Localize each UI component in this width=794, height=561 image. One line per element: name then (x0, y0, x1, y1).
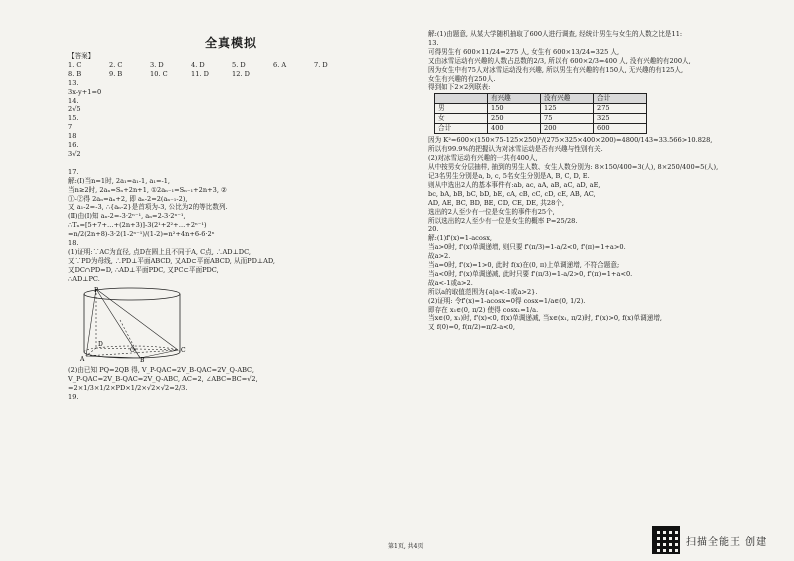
choice-answers-row-1 (68, 61, 386, 70)
q18-line: (1)证明:∵AC为直径, 点D在圆上且不同于A, C点, ∴AD⊥DC, (68, 247, 251, 256)
q19b-line: bc, bA, bB, bC, bD, bE, cA, cB, cC, cD, cE, AB, AC, (428, 189, 596, 198)
q19-line: 可得男生有 600×11/24=275 人, 女生有 600×13/24=325 人, (428, 47, 620, 56)
q20-line: 又 f(0)=0, f(π/2)=π/2-a<0, (428, 323, 515, 332)
table-cell (435, 94, 488, 104)
table-cell: 合计 (435, 124, 488, 134)
table-cell: 没有兴趣 (541, 94, 594, 104)
choice-answer: 4. D (191, 60, 205, 69)
q18-line: 又∵PD为母线, ∴PD⊥平面ABCD, 又AD⊂平面ABCD, 从而PD⊥AD, (68, 256, 276, 265)
choice-answer: 10. C (150, 69, 168, 78)
q17-line: =n/2(2n+8)-3·2(1-2ⁿ⁻¹)/(1-2)=n²+4n+6-6·2ⁿ (68, 230, 215, 239)
text-line: 3x-y+1=0 (68, 87, 102, 96)
q20-line: 所以a的取值范围为{a|a<-1或a>2}. (428, 287, 538, 296)
page-title: 全真模拟 (205, 36, 258, 50)
table-row (435, 124, 647, 134)
table-cell: 女 (435, 114, 488, 124)
choice-answer: 5. D (232, 60, 246, 69)
text-line: 3√2 (68, 149, 81, 158)
scanner-watermark (652, 526, 767, 554)
answer-header: 【答案】 (68, 52, 95, 60)
text-line (68, 159, 386, 168)
choice-answer: 6. A (273, 60, 287, 69)
q19-line: 13. (428, 38, 439, 47)
table-cell: 合计 (594, 94, 647, 104)
q17-line: 解:(Ⅰ)当n=1时, 2a₁=a₁-1, a₁=-1, (68, 176, 171, 185)
choice-answer: 11. D (191, 69, 209, 78)
table-cell: 275 (594, 104, 647, 114)
text-line: 15. (68, 114, 79, 123)
choice-answer: 8. B (68, 69, 82, 78)
cylinder-figure (74, 286, 204, 362)
contingency-table (434, 93, 647, 134)
text-line: 14. (68, 96, 79, 105)
q19b-line: 因为 K²=600×(150×75-125×250)²/(275×325×400×200)=4800/143≈33.566>10.828, (428, 136, 713, 145)
table-cell: 600 (594, 124, 647, 134)
figure-label-b: B (140, 356, 145, 362)
q20-line: 当a<0时, f'(x)单调递减, 此时只要 f'(π/3)=1-a/2>0, f'(π)=1+a<0. (428, 269, 633, 278)
scanner-text: 扫描全能王 创建 (686, 536, 768, 548)
choice-answer: 2. C (109, 60, 123, 69)
q17-line: ∴Tₙ=[5+7+…+(2n+3)]-3(2¹+2²+…+2ⁿ⁻¹) (68, 221, 207, 230)
q20-line: 故a<-1或a>2. (428, 278, 473, 287)
q19b-line: 所以选出的2人至少有一位是女生的概率 P=25/28. (428, 216, 578, 225)
table-cell: 150 (488, 104, 541, 114)
q19b-line: (2)对冰雪运动有兴趣的一共有400人, (428, 154, 538, 163)
table-cell: 125 (541, 104, 594, 114)
q18-line: 又DC∩PD=D, ∴AD⊥平面PDC, 又PC⊂平面PDC, (68, 265, 219, 274)
q19-line: 女生有兴趣的有250人. (428, 74, 496, 83)
table-cell: 250 (488, 114, 541, 124)
q17-line: 当n≥2时, 2aₙ=Sₙ+2n+1, ①2aₙ₋₁=Sₙ₋₁+2n+3, ② (68, 185, 227, 194)
left-column (68, 52, 386, 402)
q18b-line: 19. (68, 393, 79, 402)
choice-answers-row-2 (68, 70, 386, 79)
q20-line: 即存在 x₁∈(0, π/2) 使得 cosx₁=1/a. (428, 305, 539, 314)
q19-line: 解:(1)由题意, 从某大学随机抽取了600人进行调查, 经统计男生与女生的人数之比是11: (428, 30, 683, 38)
q17-line: ①-②得 2aₙ=aₙ+2, 即 aₙ-2=2(aₙ₋₁-2), (68, 194, 188, 203)
text-line: 7 (68, 123, 73, 132)
q18b-line: V_P-QAC=2V_B-QAC=2V_Q-ABC, AC=2, ∠ABC=BC=√2, (68, 375, 258, 384)
table-row (435, 114, 647, 124)
figure-label-o: O (130, 346, 135, 354)
figure-label-d: D (98, 340, 103, 348)
choice-answer: 1. C (68, 60, 82, 69)
table-row (435, 104, 647, 114)
q17-line: 又 a₁-2=-3, ∴{aₙ-2}是首项为-3, 公比为2的等比数列. (68, 203, 228, 212)
figure-label-c: C (181, 346, 186, 354)
q19b-line: 所以有99.9%的把握认为对冰雪运动是否有兴趣与性别有关. (428, 145, 603, 154)
choice-answer: 7. D (314, 60, 328, 69)
q20-line: (2)证明: 令f'(x)=1-acosx=0得 cosx=1/a∈(0, 1/2). (428, 296, 586, 305)
text-line: 13. (68, 78, 79, 87)
text-line: 18 (68, 132, 77, 141)
table-cell: 有兴趣 (488, 94, 541, 104)
text-line: 2√5 (68, 105, 81, 114)
q19b-line: 从中按男女分层抽样, 抽到的男生人数、女生人数分别为: 8×150/400=3(人), 8×250/400=5(人), (428, 163, 719, 172)
q20-line: 当x∈(0, x₁)时, f'(x)<0, f(x)单调递减, 当x∈(x₁, π/2)时, f'(x)>0, f(x)单调递增, (428, 314, 663, 323)
table-cell: 325 (594, 114, 647, 124)
q19-line: 得到如下2×2列联表: (428, 83, 491, 92)
q19-line: 又由冰雪运动有兴趣的人数占总数的2/3, 所以有 600×2/3=400 人, 没有兴趣的有200人, (428, 56, 691, 65)
q17-line: 18. (68, 239, 79, 248)
q19b-line: AD, AE, BC, BD, BE, CD, CE, DE, 共28个, (428, 198, 564, 207)
q18b-line: =2×1/3×1/2×PD×1/2×√2×√2=2/3. (68, 384, 188, 393)
q17-line: (Ⅱ)由(Ⅰ)知 aₙ-2=-3·2ⁿ⁻¹, aₙ=2-3·2ⁿ⁻¹, (68, 212, 186, 221)
table-cell: 200 (541, 124, 594, 134)
q19-line: 因为女生中有75人对冰雪运动没有兴趣, 所以男生有兴趣的有150人, 无兴趣的有125人, (428, 65, 684, 74)
q18-line: ∴AD⊥PC. (68, 274, 100, 283)
q19b-line: 则从中选出2人的基本事件有:ab, ac, aA, aB, aC, aD, aE, (428, 180, 601, 189)
choice-answer: 12. D (232, 69, 250, 78)
table-row (435, 94, 647, 104)
q20-line: 当a>0时, f'(x)单调递增, 则只要 f'(π/3)=1-a/2<0, f'(π)=1+a>0. (428, 243, 626, 252)
q20-line: 故a>2. (428, 252, 451, 261)
text-line: 16. (68, 141, 79, 150)
table-cell: 75 (541, 114, 594, 124)
q18b-line: (2)由已知 PQ=2QB 得, V_P-QAC=2V_B-QAC=2V_Q-ABC, (68, 366, 254, 375)
choice-answer: 3. D (150, 60, 164, 69)
q20-line: 当a=0时, f'(x)=1>0, 此时 f(x)在(0, π)上单调递增, 不符合题意; (428, 261, 620, 270)
figure-label-p: P (94, 286, 99, 294)
q19b-line: 20. (428, 225, 439, 234)
right-column (428, 30, 776, 332)
text-line: 17. (68, 167, 79, 176)
choice-answer: 9. B (109, 69, 123, 78)
qr-code-icon (652, 526, 680, 554)
figure-label-a: A (80, 355, 85, 362)
table-cell: 400 (488, 124, 541, 134)
q19b-line: 选出的2人至少有一位是女生的事件有25个, (428, 207, 555, 216)
q19b-line: 记3名男生分别是a, b, c, 5名女生分别是A, B, C, D, E. (428, 171, 590, 180)
page-number: 第1页, 共4页 (388, 543, 424, 550)
table-cell: 男 (435, 104, 488, 114)
q20-line: 解:(1)f'(x)=1-acosx, (428, 234, 493, 243)
